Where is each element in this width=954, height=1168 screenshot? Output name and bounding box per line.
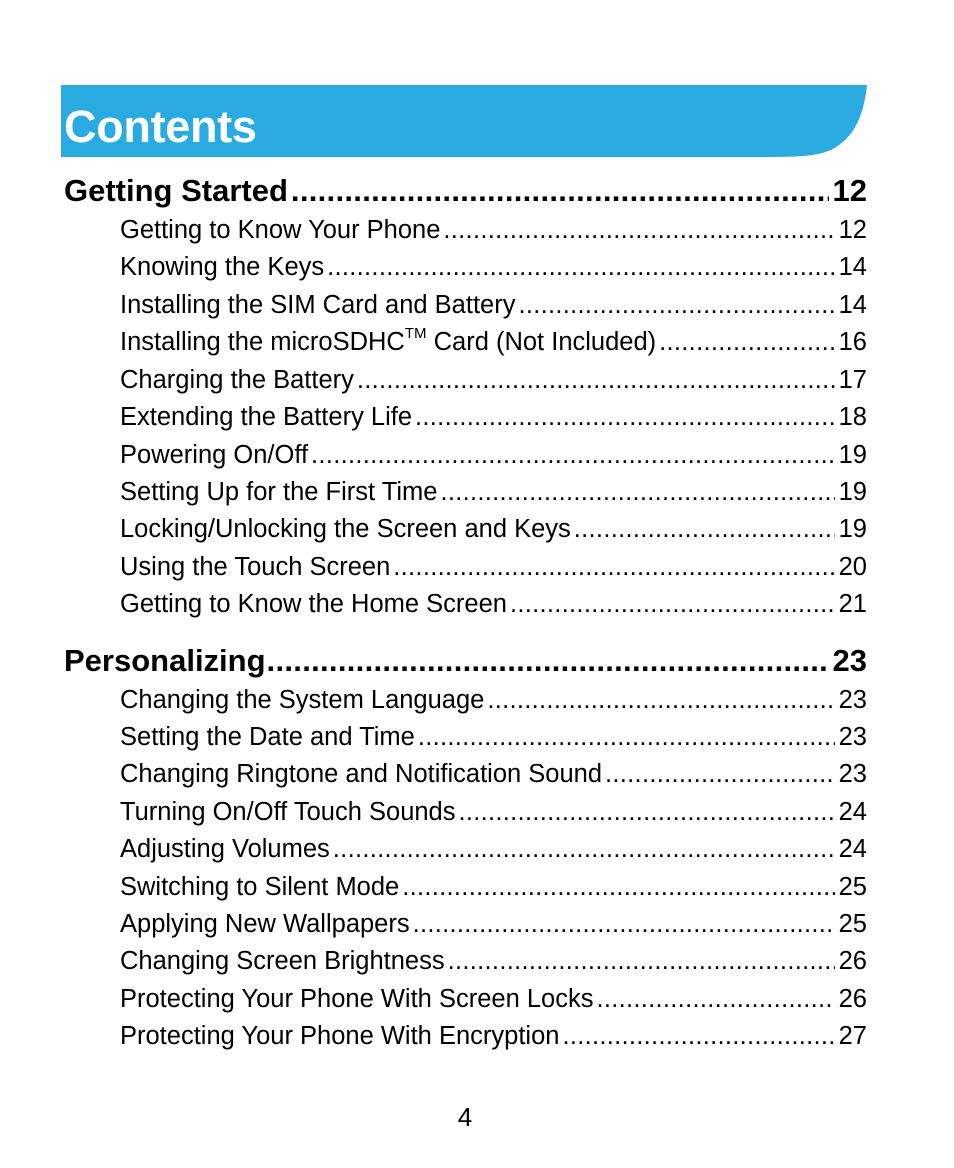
entry-page: 21 bbox=[838, 590, 867, 618]
entry-title: Setting the Date and Time bbox=[120, 723, 415, 751]
entry-title: Changing the System Language bbox=[120, 686, 485, 714]
dot-leader bbox=[487, 686, 834, 715]
entry-page: 25 bbox=[838, 873, 867, 901]
toc-entry[interactable] bbox=[120, 947, 867, 979]
toc-entry[interactable] bbox=[120, 553, 867, 585]
dot-leader bbox=[402, 873, 834, 902]
dot-leader bbox=[562, 1022, 834, 1051]
contents-banner bbox=[61, 85, 867, 158]
dot-leader bbox=[291, 173, 829, 209]
toc-entry[interactable] bbox=[120, 253, 867, 285]
dot-leader bbox=[418, 723, 835, 752]
toc-entry[interactable] bbox=[120, 1022, 867, 1054]
toc-entry[interactable] bbox=[120, 910, 867, 942]
toc-entry[interactable] bbox=[120, 441, 867, 473]
dot-leader bbox=[327, 253, 835, 282]
section-title: Getting Started bbox=[64, 173, 288, 208]
dot-leader bbox=[510, 590, 835, 619]
toc-entry[interactable] bbox=[120, 328, 867, 360]
entry-title: Setting Up for the First Time bbox=[120, 478, 438, 506]
dot-leader bbox=[458, 798, 834, 827]
section-page: 23 bbox=[832, 643, 867, 678]
entry-title: Charging the Battery bbox=[120, 366, 354, 394]
toc-entry[interactable] bbox=[120, 835, 867, 867]
trademark-superscript: TM bbox=[404, 328, 427, 342]
dot-leader bbox=[333, 835, 835, 864]
entry-page: 24 bbox=[838, 835, 867, 863]
entry-page: 23 bbox=[838, 760, 867, 788]
toc-entry[interactable] bbox=[120, 760, 867, 792]
dot-leader bbox=[596, 985, 834, 1014]
entry-page: 14 bbox=[838, 253, 867, 281]
entry-page: 25 bbox=[838, 910, 867, 938]
dot-leader bbox=[443, 216, 834, 245]
entry-page: 24 bbox=[838, 798, 867, 826]
entry-title: Installing the SIM Card and Battery bbox=[120, 291, 516, 319]
entry-title: Adjusting Volumes bbox=[120, 835, 330, 863]
entry-title-part: Installing the microSDHC bbox=[120, 328, 405, 356]
entry-title: Changing Ringtone and Notification Sound bbox=[120, 760, 603, 788]
dot-leader bbox=[413, 910, 835, 939]
entry-page: 23 bbox=[838, 686, 867, 714]
dot-leader bbox=[448, 947, 835, 976]
entry-title bbox=[120, 328, 656, 357]
entry-title: Applying New Wallpapers bbox=[120, 910, 410, 938]
entry-page: 17 bbox=[838, 366, 867, 394]
section-page: 12 bbox=[832, 173, 867, 208]
entry-page: 14 bbox=[838, 291, 867, 319]
entry-title: Knowing the Keys bbox=[120, 253, 325, 281]
dot-leader bbox=[440, 478, 834, 507]
entry-title: Locking/Unlocking the Screen and Keys bbox=[120, 515, 571, 543]
dot-leader bbox=[311, 441, 835, 470]
entry-page: 27 bbox=[838, 1022, 867, 1050]
entry-page: 12 bbox=[838, 216, 867, 244]
dot-leader bbox=[518, 291, 834, 320]
toc-entry[interactable] bbox=[120, 985, 867, 1017]
toc-entry[interactable] bbox=[120, 403, 867, 435]
entry-title: Getting to Know Your Phone bbox=[120, 216, 441, 244]
entry-page: 20 bbox=[838, 553, 867, 581]
toc-entry[interactable] bbox=[120, 515, 867, 547]
toc-entry[interactable] bbox=[120, 478, 867, 510]
dot-leader bbox=[393, 553, 834, 582]
entry-page: 16 bbox=[838, 328, 867, 356]
entry-page: 23 bbox=[838, 723, 867, 751]
entry-title: Protecting Your Phone With Screen Locks bbox=[120, 985, 594, 1013]
entry-page: 26 bbox=[838, 985, 867, 1013]
entry-page: 19 bbox=[838, 441, 867, 469]
entry-title: Extending the Battery Life bbox=[120, 403, 413, 431]
dot-leader bbox=[574, 515, 835, 544]
entry-title: Protecting Your Phone With Encryption bbox=[120, 1022, 560, 1050]
section-title: Personalizing bbox=[64, 643, 266, 678]
toc-entry[interactable] bbox=[120, 873, 867, 905]
entry-title: Turning On/Off Touch Sounds bbox=[120, 798, 456, 826]
toc-section-getting-started[interactable] bbox=[64, 173, 867, 213]
entry-title-part: Card (Not Included) bbox=[426, 328, 657, 356]
entry-title: Getting to Know the Home Screen bbox=[120, 590, 507, 618]
entry-title: Using the Touch Screen bbox=[120, 553, 391, 581]
entry-page: 18 bbox=[838, 403, 867, 431]
page-title: Contents bbox=[64, 101, 257, 152]
dot-leader bbox=[605, 760, 835, 789]
dot-leader bbox=[659, 328, 834, 357]
toc-entry[interactable] bbox=[120, 291, 867, 323]
dot-leader bbox=[267, 643, 829, 679]
toc-entry[interactable] bbox=[120, 798, 867, 830]
toc-entry[interactable] bbox=[120, 216, 867, 248]
entry-page: 26 bbox=[838, 947, 867, 975]
entry-title: Switching to Silent Mode bbox=[120, 873, 400, 901]
toc-section-personalizing[interactable] bbox=[64, 643, 867, 683]
entry-title: Changing Screen Brightness bbox=[120, 947, 445, 975]
toc-entry[interactable] bbox=[120, 366, 867, 398]
toc-entry[interactable] bbox=[120, 723, 867, 755]
dot-leader bbox=[357, 366, 835, 395]
toc-entry[interactable] bbox=[120, 686, 867, 718]
page-number: 4 bbox=[457, 1102, 473, 1132]
dot-leader bbox=[415, 403, 835, 432]
entry-page: 19 bbox=[838, 515, 867, 543]
toc-entry[interactable] bbox=[120, 590, 867, 622]
entry-title: Powering On/Off bbox=[120, 441, 309, 469]
entry-page: 19 bbox=[838, 478, 867, 506]
